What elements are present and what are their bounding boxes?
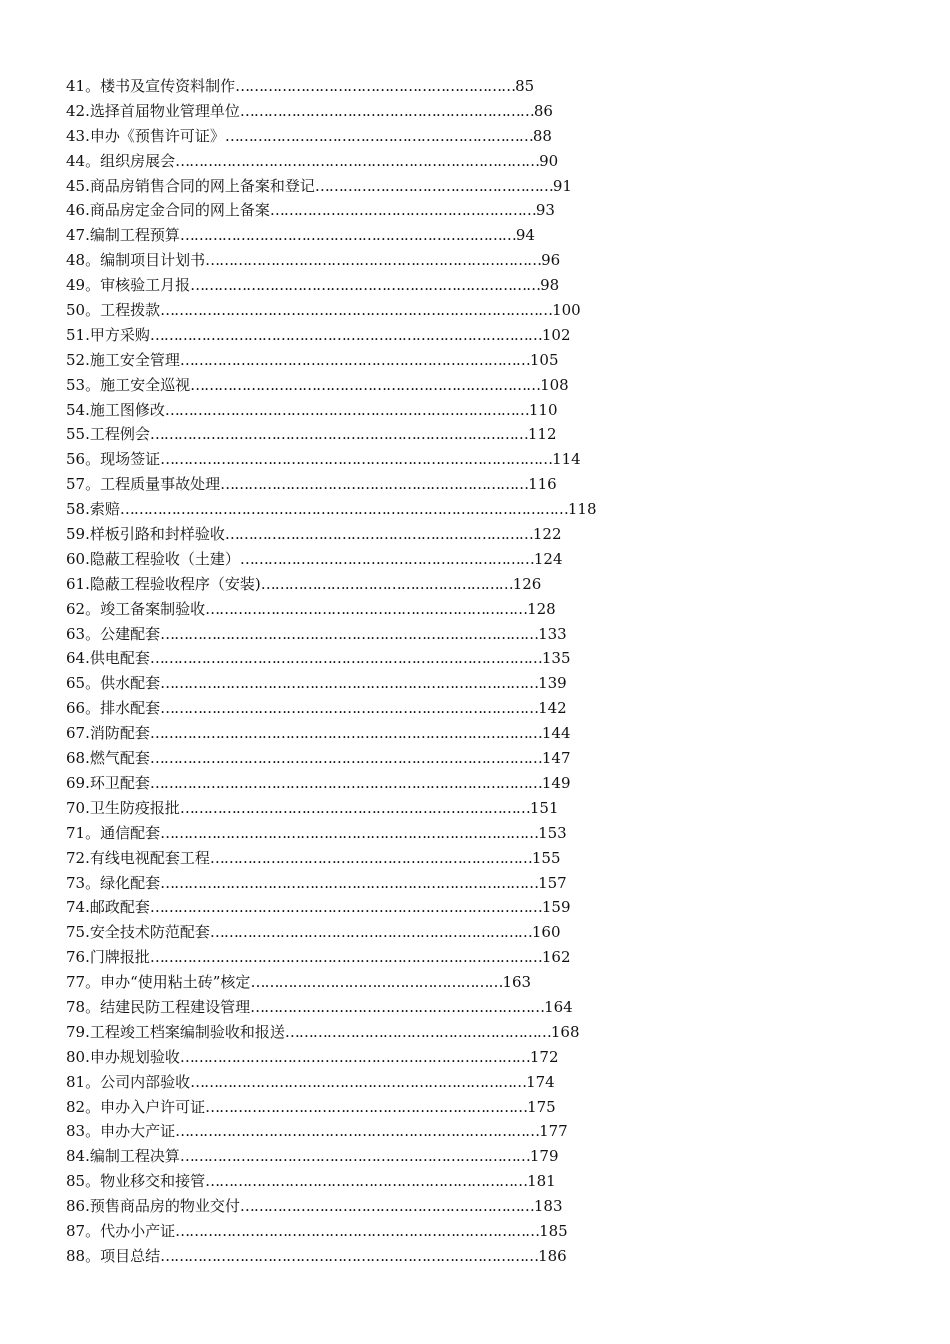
toc-page-number: 168 xyxy=(550,1022,580,1041)
toc-page-number: 186 xyxy=(538,1246,567,1265)
toc-dot-leader: ………………………………………………… xyxy=(284,1022,551,1041)
toc-page-number: 122 xyxy=(532,525,562,544)
toc-row[interactable] xyxy=(66,646,806,671)
toc-dot-leader: ……………………………………………………………………… xyxy=(160,674,539,693)
toc-page-number: 139 xyxy=(538,674,567,693)
toc-entry-title: 75.安全技术防范配套 xyxy=(66,923,210,942)
toc-page-number: 177 xyxy=(539,1122,568,1141)
toc-row[interactable] xyxy=(66,696,806,721)
toc-page-number: 98 xyxy=(540,276,560,295)
toc-dot-leader: …………………………………………………… xyxy=(235,77,516,95)
toc-page-number: 114 xyxy=(552,450,581,469)
toc-page-number: 147 xyxy=(541,749,571,768)
toc-page-number: 151 xyxy=(529,798,559,817)
toc-row[interactable] xyxy=(66,1244,806,1269)
toc-entry-title: 76.门牌报批 xyxy=(66,948,150,967)
toc-dot-leader: ………………………………………………………… xyxy=(220,475,529,494)
toc-row[interactable] xyxy=(66,522,806,547)
toc-dot-leader: ………………………………………………………………………… xyxy=(149,325,542,344)
toc-dot-leader: …………………………………………………………… xyxy=(209,848,532,867)
toc-entry-title: 42.选择首届物业管理单位 xyxy=(66,101,240,120)
toc-dot-leader: …………………………………………………………… xyxy=(205,1172,528,1191)
toc-page-number: 116 xyxy=(528,475,557,494)
toc-entry-title: 68.燃气配套 xyxy=(66,749,150,768)
toc-row[interactable] xyxy=(66,622,806,647)
toc-dot-leader: …………………………………………… xyxy=(314,176,553,195)
toc-dot-leader: ……………………………………………………………………… xyxy=(149,425,528,444)
toc-row[interactable] xyxy=(66,149,806,174)
toc-entry-title: 49。审核验工月报 xyxy=(66,276,191,295)
toc-dot-leader: ………………………………………………………………… xyxy=(179,798,530,817)
toc-dot-leader: ……………………………………………………………………… xyxy=(160,624,539,643)
toc-row[interactable] xyxy=(66,671,806,696)
toc-dot-leader: ……………………………………………………………… xyxy=(190,1072,527,1091)
toc-dot-leader: ………………………………………………………………………… xyxy=(149,898,542,917)
toc-row[interactable] xyxy=(66,1144,806,1169)
toc-row[interactable] xyxy=(66,447,806,472)
toc-page-number: 164 xyxy=(544,997,573,1016)
toc-entry-title: 88。项目总结 xyxy=(66,1246,161,1265)
toc-entry-title: 74.邮政配套 xyxy=(66,898,150,917)
toc-page-number: 185 xyxy=(539,1221,568,1240)
toc-page-number: 96 xyxy=(541,251,561,270)
toc-dot-leader: …………………………………………………………………………………… xyxy=(119,500,568,519)
toc-row[interactable] xyxy=(66,796,806,821)
toc-row[interactable] xyxy=(66,945,806,970)
toc-entry-title: 54.施工图修改 xyxy=(66,400,165,419)
toc-entry-title: 81。公司内部验收 xyxy=(66,1072,191,1091)
toc-page-number: 157 xyxy=(538,873,567,892)
toc-row[interactable] xyxy=(66,1095,806,1120)
toc-page-number: 183 xyxy=(533,1197,563,1216)
toc-dot-leader: ………………………………………………………………………… xyxy=(160,450,553,469)
toc-entry-title: 44。组织房展会 xyxy=(66,151,176,170)
toc-entry-title: 71。通信配套 xyxy=(66,823,161,842)
toc-row[interactable] xyxy=(66,821,806,846)
toc-entry-title: 83。申办大产证 xyxy=(66,1122,176,1141)
toc-page-number: 144 xyxy=(541,724,571,743)
toc-entry-title: 41。楼书及宣传资料制作 xyxy=(66,77,236,95)
toc-page-number: 100 xyxy=(552,301,581,320)
toc-row[interactable] xyxy=(66,99,806,124)
toc-dot-leader: ……………………………………………………… xyxy=(250,997,545,1016)
toc-page-number: 85 xyxy=(515,77,535,95)
toc-page-number: 128 xyxy=(527,599,556,618)
toc-page-number: 86 xyxy=(533,101,553,120)
toc-page-number: 133 xyxy=(538,624,567,643)
toc-dot-leader: ……………………………………………………………… xyxy=(205,251,542,270)
toc-page-number: 172 xyxy=(529,1047,559,1066)
toc-dot-leader: ……………………………………………………………………… xyxy=(160,823,539,842)
toc-page-number: 93 xyxy=(535,201,555,220)
toc-page-number: 135 xyxy=(541,649,571,668)
toc-page-number: 142 xyxy=(538,699,567,718)
toc-row[interactable] xyxy=(66,970,806,995)
toc-entry-title: 79.工程竣工档案编制验收和报送 xyxy=(66,1022,285,1041)
toc-entry-title: 57。工程质量事故处理 xyxy=(66,475,221,494)
toc-entry-title: 45.商品房销售合同的网上备案和登记 xyxy=(66,176,315,195)
toc-dot-leader: ………………………………………………………………………… xyxy=(149,749,542,768)
toc-dot-leader: ……………………………………………………………………… xyxy=(160,699,539,718)
toc-dot-leader: ……………………………………………………………… xyxy=(179,226,516,245)
toc-entry-title: 58.索赔 xyxy=(66,500,120,519)
toc-page-number: 108 xyxy=(540,375,569,394)
toc-entry-title: 65。供水配套 xyxy=(66,674,161,693)
toc-entry-title: 48。编制项目计划书 xyxy=(66,251,206,270)
toc-page-number: 102 xyxy=(541,325,571,344)
table-of-contents xyxy=(66,74,806,1269)
toc-entry-title: 80.申办规划验收 xyxy=(66,1047,180,1066)
toc-row[interactable] xyxy=(66,572,806,597)
toc-row[interactable] xyxy=(66,895,806,920)
toc-entry-title: 78。结建民防工程建设管理 xyxy=(66,997,251,1016)
toc-row[interactable] xyxy=(66,398,806,423)
toc-row[interactable] xyxy=(66,746,806,771)
toc-entry-title: 70.卫生防疫报批 xyxy=(66,798,180,817)
toc-page-number: 112 xyxy=(527,425,557,444)
toc-row[interactable] xyxy=(66,1045,806,1070)
toc-dot-leader: ………………………………………………………… xyxy=(224,126,533,145)
toc-entry-title: 47.编制工程预算 xyxy=(66,226,180,245)
toc-page-number: 159 xyxy=(541,898,571,917)
toc-row[interactable] xyxy=(66,721,806,746)
toc-dot-leader: ……………………………………………………………………… xyxy=(160,873,539,892)
toc-entry-title: 72.有线电视配套工程 xyxy=(66,848,210,867)
toc-entry-title: 69.环卫配套 xyxy=(66,773,150,792)
toc-entry-title: 50。工程拨款 xyxy=(66,301,161,320)
toc-page-number: 181 xyxy=(527,1172,556,1191)
toc-entry-title: 63。公建配套 xyxy=(66,624,161,643)
toc-row[interactable] xyxy=(66,1194,806,1219)
toc-dot-leader: …………………………………………………………………… xyxy=(175,151,540,170)
toc-page-number: 88 xyxy=(532,126,552,145)
toc-entry-title: 56。现场签证 xyxy=(66,450,161,469)
toc-entry-title: 66。排水配套 xyxy=(66,699,161,718)
toc-dot-leader: …………………………………………………………………… xyxy=(175,1221,540,1240)
toc-entry-title: 46.商品房定金合同的网上备案 xyxy=(66,201,270,220)
toc-dot-leader: ……………………………………………………………………… xyxy=(160,1246,539,1265)
toc-dot-leader: ………………………………………………………………… xyxy=(179,1147,530,1166)
toc-page-number: 155 xyxy=(531,848,561,867)
toc-dot-leader: …………………………………………………………… xyxy=(205,1097,528,1116)
toc-row[interactable] xyxy=(66,348,806,373)
toc-page-number: 110 xyxy=(528,400,558,419)
toc-dot-leader: ………………………………………………………………………… xyxy=(149,773,542,792)
toc-row[interactable] xyxy=(66,846,806,871)
toc-dot-leader: ……………………………………………………… xyxy=(239,1197,534,1216)
toc-row[interactable] xyxy=(66,223,806,248)
toc-row[interactable] xyxy=(66,871,806,896)
toc-dot-leader: …………………………………………………………… xyxy=(209,923,532,942)
toc-dot-leader: …………………………………………………………………… xyxy=(164,400,529,419)
toc-entry-title: 53。施工安全巡视 xyxy=(66,375,191,394)
toc-row[interactable] xyxy=(66,547,806,572)
toc-page-number: 162 xyxy=(541,948,571,967)
toc-row[interactable] xyxy=(66,497,806,522)
toc-row[interactable] xyxy=(66,74,806,99)
toc-page-number: 149 xyxy=(541,773,571,792)
toc-page-number: 105 xyxy=(529,350,559,369)
toc-row[interactable] xyxy=(66,124,806,149)
toc-entry-title: 67.消防配套 xyxy=(66,724,150,743)
toc-entry-title: 64.供电配套 xyxy=(66,649,150,668)
toc-row[interactable] xyxy=(66,1020,806,1045)
toc-row[interactable] xyxy=(66,597,806,622)
toc-dot-leader: ………………………………………………………… xyxy=(224,525,533,544)
toc-row[interactable] xyxy=(66,1119,806,1144)
toc-page-number: 118 xyxy=(567,500,597,519)
toc-page-number: 90 xyxy=(539,151,559,170)
toc-entry-title: 61.隐蔽工程验收程序（安装) xyxy=(66,574,261,593)
toc-row[interactable] xyxy=(66,771,806,796)
toc-dot-leader: ………………………………………………………………… xyxy=(179,1047,530,1066)
toc-dot-leader: ………………………………………………… xyxy=(269,201,536,220)
toc-row[interactable] xyxy=(66,1219,806,1244)
toc-row[interactable] xyxy=(66,248,806,273)
toc-entry-title: 60.隐蔽工程验收（土建） xyxy=(66,549,240,568)
toc-page-number: 179 xyxy=(529,1147,559,1166)
toc-entry-title: 43.申办《预售许可证》 xyxy=(66,126,225,145)
toc-entry-title: 86.预售商品房的物业交付 xyxy=(66,1197,240,1216)
toc-row[interactable] xyxy=(66,1169,806,1194)
toc-entry-title: 73。绿化配套 xyxy=(66,873,161,892)
toc-row[interactable] xyxy=(66,174,806,199)
toc-entry-title: 55.工程例会 xyxy=(66,425,150,444)
toc-dot-leader: ……………………………………………………… xyxy=(239,549,534,568)
toc-row[interactable] xyxy=(66,422,806,447)
toc-dot-leader: ………………………………………………………………………… xyxy=(149,724,542,743)
toc-entry-title: 87。代办小产证 xyxy=(66,1221,176,1240)
toc-dot-leader: ………………………………………………………………… xyxy=(190,276,541,295)
toc-dot-leader: ………………………………………………………………… xyxy=(179,350,530,369)
toc-page-number: 160 xyxy=(531,923,561,942)
toc-page-number: 124 xyxy=(533,549,563,568)
toc-entry-title: 77。申办“使用粘土砖”核定 xyxy=(66,973,251,992)
toc-row[interactable] xyxy=(66,995,806,1020)
toc-entry-title: 62。竣工备案制验收 xyxy=(66,599,206,618)
toc-dot-leader: ………………………………………………………………………… xyxy=(149,649,542,668)
toc-dot-leader: ………………………………………………………………………… xyxy=(149,948,542,967)
toc-dot-leader: ……………………………………………… xyxy=(250,973,503,992)
toc-dot-leader: ………………………………………………………………………… xyxy=(160,301,553,320)
toc-dot-leader: ………………………………………………………………… xyxy=(190,375,541,394)
toc-row[interactable] xyxy=(66,472,806,497)
toc-entry-title: 85。物业移交和接管 xyxy=(66,1172,206,1191)
toc-page-number: 94 xyxy=(515,226,535,245)
toc-dot-leader: …………………………………………………………… xyxy=(205,599,528,618)
toc-entry-title: 59.样板引路和封样验收 xyxy=(66,525,225,544)
toc-page-number: 163 xyxy=(502,973,532,992)
toc-page-number: 174 xyxy=(526,1072,555,1091)
toc-dot-leader: …………………………………………………………………… xyxy=(175,1122,540,1141)
toc-page-number: 153 xyxy=(538,823,567,842)
toc-page-number: 175 xyxy=(527,1097,556,1116)
toc-entry-title: 82。申办入户许可证 xyxy=(66,1097,206,1116)
toc-row[interactable] xyxy=(66,920,806,945)
toc-row[interactable] xyxy=(66,273,806,298)
toc-page-number: 126 xyxy=(512,574,542,593)
toc-entry-title: 51.甲方采购 xyxy=(66,325,150,344)
toc-row[interactable] xyxy=(66,198,806,223)
toc-row[interactable] xyxy=(66,323,806,348)
toc-entry-title: 84.编制工程决算 xyxy=(66,1147,180,1166)
toc-dot-leader: ……………………………………………… xyxy=(260,574,513,593)
toc-dot-leader: ……………………………………………………… xyxy=(239,101,534,120)
toc-entry-title: 52.施工安全管理 xyxy=(66,350,180,369)
toc-row[interactable] xyxy=(66,298,806,323)
toc-page-number: 91 xyxy=(552,176,572,195)
toc-row[interactable] xyxy=(66,373,806,398)
toc-row[interactable] xyxy=(66,1070,806,1095)
